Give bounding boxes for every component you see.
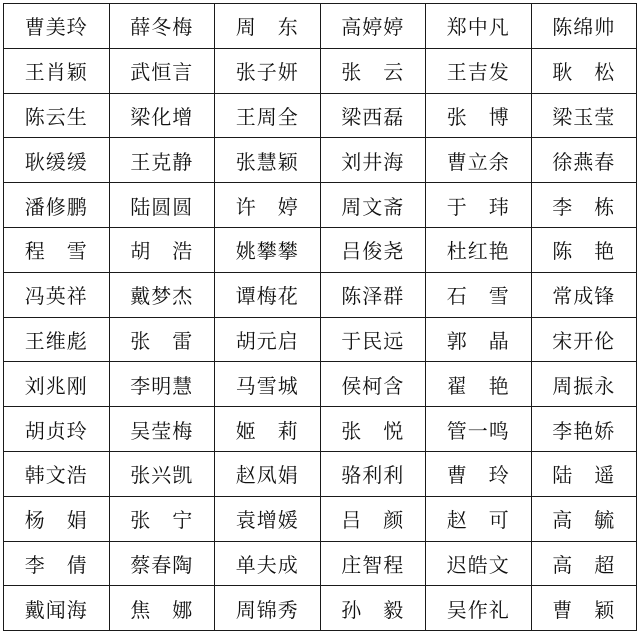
name-text: 赵凤娟	[235, 463, 299, 488]
name-cell	[215, 541, 321, 586]
name-text: 王周全	[235, 104, 299, 129]
name-text: 陆圆圆	[130, 194, 194, 219]
name-cell	[215, 93, 321, 138]
name-text: 梁玉莹	[552, 104, 616, 129]
name-cell	[531, 48, 637, 93]
name-text: 耿缓缓	[24, 149, 88, 174]
name-cell	[320, 93, 426, 138]
name-text: 吕 颜	[341, 508, 405, 533]
name-text: 常成锋	[552, 284, 616, 309]
name-text: 胡 浩	[130, 239, 194, 264]
name-cell	[320, 227, 426, 272]
name-cell	[109, 451, 215, 496]
name-text: 周锦秀	[235, 597, 299, 622]
name-cell	[426, 317, 532, 362]
name-text: 侯柯含	[341, 373, 405, 398]
name-text: 陆 遥	[552, 463, 616, 488]
table-row	[4, 138, 637, 183]
name-list-table	[3, 3, 637, 631]
name-text: 高婷婷	[341, 15, 405, 40]
name-cell	[4, 541, 110, 586]
name-cell	[531, 586, 637, 631]
name-cell	[109, 4, 215, 49]
name-text: 翟 艳	[446, 373, 510, 398]
name-text: 薛冬梅	[130, 15, 194, 40]
table-row	[4, 407, 637, 452]
name-text: 刘井海	[341, 149, 405, 174]
name-text: 梁化增	[130, 104, 194, 129]
name-text: 曹美玲	[24, 15, 88, 40]
name-text: 李艳娇	[552, 418, 616, 443]
name-cell	[4, 451, 110, 496]
name-cell	[109, 48, 215, 93]
name-text: 骆利利	[341, 463, 405, 488]
name-text: 胡元启	[235, 328, 299, 353]
name-text: 张子妍	[235, 60, 299, 85]
name-text: 高 毓	[552, 508, 616, 533]
name-cell	[320, 541, 426, 586]
name-text: 陈 艳	[552, 239, 616, 264]
name-text: 杜红艳	[446, 239, 510, 264]
name-text: 郭 晶	[446, 328, 510, 353]
table-row	[4, 362, 637, 407]
name-cell	[320, 451, 426, 496]
name-text: 李 倩	[24, 552, 88, 577]
name-text: 陈绵帅	[552, 15, 616, 40]
name-text: 王吉发	[446, 60, 510, 85]
name-text: 于民远	[341, 328, 405, 353]
name-cell	[531, 227, 637, 272]
name-cell	[109, 317, 215, 362]
name-cell	[426, 93, 532, 138]
name-cell	[531, 317, 637, 362]
name-text: 马雪城	[235, 373, 299, 398]
name-cell	[531, 183, 637, 228]
name-text: 冯英祥	[24, 284, 88, 309]
name-text: 宋开伦	[552, 328, 616, 353]
name-text: 吴莹梅	[130, 418, 194, 443]
name-cell	[4, 407, 110, 452]
name-cell	[426, 586, 532, 631]
name-cell	[4, 4, 110, 49]
name-cell	[215, 362, 321, 407]
name-cell	[320, 138, 426, 183]
table-row	[4, 4, 637, 49]
name-cell	[426, 138, 532, 183]
name-cell	[320, 48, 426, 93]
name-text: 梁西磊	[341, 104, 405, 129]
name-text: 杨 娟	[24, 508, 88, 533]
table-row	[4, 93, 637, 138]
name-cell	[320, 362, 426, 407]
name-text: 孙 毅	[341, 597, 405, 622]
name-cell	[4, 272, 110, 317]
name-cell	[320, 586, 426, 631]
name-text: 张 悦	[341, 418, 405, 443]
name-text: 管一鸣	[446, 418, 510, 443]
name-text: 张 宁	[130, 508, 194, 533]
name-text: 张 云	[341, 60, 405, 85]
table-row	[4, 317, 637, 362]
name-text: 张 博	[446, 104, 510, 129]
name-cell	[531, 362, 637, 407]
name-text: 周 东	[235, 15, 299, 40]
name-cell	[4, 227, 110, 272]
name-text: 陈云生	[24, 104, 88, 129]
name-cell	[4, 93, 110, 138]
name-cell	[426, 48, 532, 93]
name-text: 王克静	[130, 149, 194, 174]
name-cell	[215, 48, 321, 93]
name-cell	[109, 138, 215, 183]
name-cell	[215, 451, 321, 496]
name-cell	[531, 407, 637, 452]
name-text: 蔡春陶	[130, 552, 194, 577]
name-cell	[215, 317, 321, 362]
name-cell	[320, 407, 426, 452]
name-text: 石 雪	[446, 284, 510, 309]
table-row	[4, 183, 637, 228]
name-text: 戴闻海	[24, 597, 88, 622]
name-text: 袁增媛	[235, 508, 299, 533]
name-text: 周振永	[552, 373, 616, 398]
name-cell	[109, 93, 215, 138]
name-cell	[4, 362, 110, 407]
name-cell	[426, 407, 532, 452]
name-cell	[215, 272, 321, 317]
name-text: 高 超	[552, 552, 616, 577]
name-text: 胡贞玲	[24, 418, 88, 443]
name-text: 曹 颖	[552, 597, 616, 622]
name-text: 陈泽群	[341, 284, 405, 309]
name-cell	[215, 4, 321, 49]
name-text: 韩文浩	[24, 463, 88, 488]
name-text: 武恒言	[130, 60, 194, 85]
name-cell	[426, 496, 532, 541]
name-cell	[109, 586, 215, 631]
name-cell	[109, 541, 215, 586]
name-text: 周文斋	[341, 194, 405, 219]
name-cell	[531, 272, 637, 317]
name-cell	[215, 227, 321, 272]
name-cell	[320, 317, 426, 362]
name-cell	[426, 541, 532, 586]
name-text: 曹立余	[446, 149, 510, 174]
name-cell	[531, 4, 637, 49]
table-row	[4, 48, 637, 93]
name-text: 迟皓文	[446, 552, 510, 577]
name-cell	[4, 183, 110, 228]
name-cell	[4, 586, 110, 631]
name-cell	[215, 138, 321, 183]
name-cell	[4, 138, 110, 183]
name-text: 李明慧	[130, 373, 194, 398]
name-text: 张 雷	[130, 328, 194, 353]
name-text: 张兴凯	[130, 463, 194, 488]
name-text: 许 婷	[235, 194, 299, 219]
name-text: 耿 松	[552, 60, 616, 85]
name-text: 王维彪	[24, 328, 88, 353]
name-cell	[320, 4, 426, 49]
name-cell	[109, 227, 215, 272]
name-cell	[215, 586, 321, 631]
table-row	[4, 496, 637, 541]
table-row	[4, 451, 637, 496]
name-cell	[215, 407, 321, 452]
name-text: 庄智程	[341, 552, 405, 577]
table-row	[4, 541, 637, 586]
name-text: 王肖颖	[24, 60, 88, 85]
name-cell	[531, 138, 637, 183]
name-cell	[4, 48, 110, 93]
table-row	[4, 586, 637, 631]
name-cell	[426, 4, 532, 49]
name-cell	[531, 93, 637, 138]
name-cell	[109, 496, 215, 541]
name-cell	[531, 496, 637, 541]
name-text: 单夫成	[235, 552, 299, 577]
name-text: 焦 娜	[130, 597, 194, 622]
name-text: 李 栋	[552, 194, 616, 219]
table-body	[4, 4, 637, 631]
name-cell	[320, 496, 426, 541]
name-text: 吴作礼	[446, 597, 510, 622]
name-cell	[4, 496, 110, 541]
name-text: 姬 莉	[235, 418, 299, 443]
name-text: 潘修鹏	[24, 194, 88, 219]
name-cell	[109, 183, 215, 228]
name-text: 刘兆刚	[24, 373, 88, 398]
name-cell	[320, 272, 426, 317]
name-text: 郑中凡	[446, 15, 510, 40]
name-cell	[109, 272, 215, 317]
name-text: 曹 玲	[446, 463, 510, 488]
table-row	[4, 272, 637, 317]
name-cell	[426, 272, 532, 317]
name-text: 吕俊尧	[341, 239, 405, 264]
name-cell	[109, 407, 215, 452]
name-cell	[215, 496, 321, 541]
name-text: 程 雪	[24, 239, 88, 264]
name-cell	[426, 227, 532, 272]
name-cell	[531, 451, 637, 496]
table-row	[4, 227, 637, 272]
name-text: 徐燕春	[552, 149, 616, 174]
name-text: 赵 可	[446, 508, 510, 533]
name-cell	[426, 183, 532, 228]
name-text: 谭梅花	[235, 284, 299, 309]
name-cell	[109, 362, 215, 407]
name-text: 姚攀攀	[235, 239, 299, 264]
name-cell	[426, 362, 532, 407]
name-text: 于 玮	[446, 194, 510, 219]
name-text: 张慧颖	[235, 149, 299, 174]
name-cell	[426, 451, 532, 496]
name-cell	[320, 183, 426, 228]
name-cell	[4, 317, 110, 362]
name-text: 戴梦杰	[130, 284, 194, 309]
name-cell	[531, 541, 637, 586]
name-cell	[215, 183, 321, 228]
